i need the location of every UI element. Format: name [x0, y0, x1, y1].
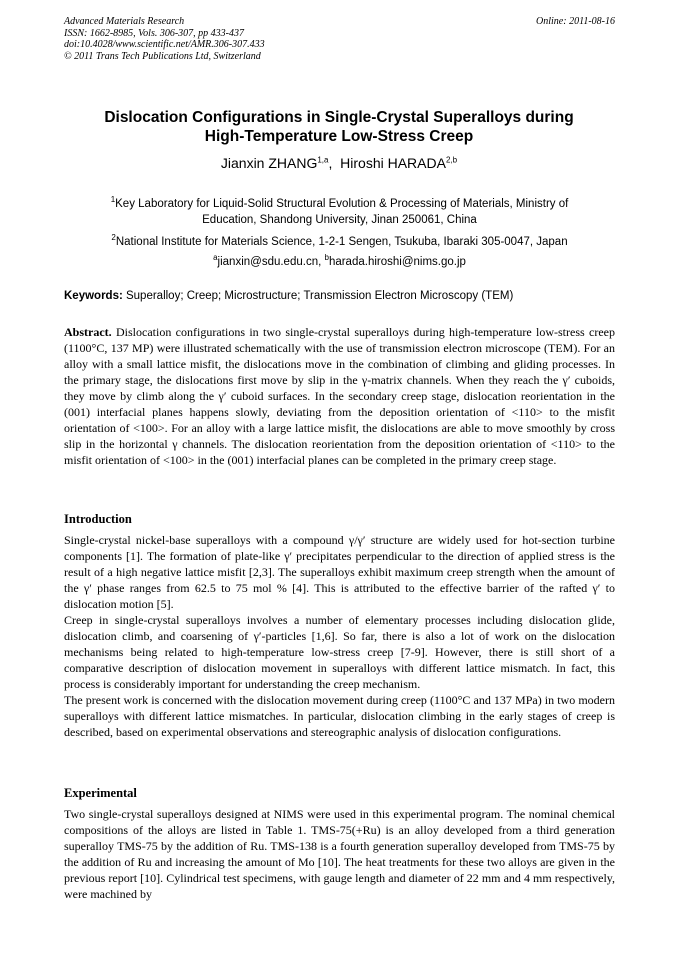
running-header — [64, 16, 615, 62]
experimental-paragraph-1: Two single-crystal superalloys designed at NIMS were used in this experimental program. The nominal chemical compositions of the alloys are listed in Table 1. TMS-75(+Ru) is an alloy developed from a third generation superalloy TMS-75 by the addition of Ru. TMS-138 is a fourth generation superalloy developed from TMS-75 by the addition of Ru and increasing the amount of Mo [10]. The heat treatments for these two alloys are given in the previous report [10]. Cylindrical test specimens, with gauge length and diameter of 22 mm and 4 mm respectively, were machined by — [64, 807, 615, 901]
introduction-heading: Introduction — [64, 512, 132, 526]
keywords-text: Superalloy; Creep; Microstructure; Transmission Electron Microscopy (TEM) — [122, 290, 514, 302]
abstract-label: Abstract. — [64, 325, 112, 339]
introduction-paragraph-1: Single-crystal nickel-base superalloys with a compound γ/γ′ structure are widely used for hot-section turbine components [1]. The formation of plate-like γ′ precipitates perpendicular to the direction of applied stress is the result of a high negative lattice misfit [2,3]. The superalloys exhibit maximum creep strength when the amount of the γ′ phase ranges from 62.5 to 75 mol % [4]. This is attributed to the effective barrier of the rafted γ′ to dislocation motion [5]. — [64, 533, 615, 611]
author-1-sup: 1,a — [317, 155, 329, 165]
affiliation-1 — [64, 196, 615, 228]
journal-name: Advanced Materials Research — [64, 16, 185, 27]
affiliation-1-number: 1 — [110, 195, 116, 205]
email-a: jianxin@sdu.edu.cn, — [217, 256, 325, 268]
affiliation-1-line-1: Key Laboratory for Liquid-Solid Structural Evolution & Processing of Materials, Ministry of — [115, 198, 569, 210]
abstract-text: Dislocation configurations in two single-crystal superalloys during high-temperature low-stress creep (1100°C, 137 MP) were illustrated schematically with the use of transmission electron microscope (TEM). For an alloy with a small lattice misfit, the dislocations move in the combination of climbing and gliding processes. In the primary stage, the dislocations first move by slip in the γ-matrix channels. When they reach the γ′ cuboids, they move by climb along the γ′ cuboid surfaces. In the secondary creep stage, dislocation reorientation in the (001) interfacial planes happens slowly, deviating from the deposition orientation of <110> to the misfit orientation of <100>. For an alloy with a large lattice misfit, the dislocations are able to move smoothly by cross slip in the horizontal γ channels. The dislocation reorientation from the deposition orientation of <110> to the misfit orientation of <100> in the (001) interfacial planes can be completed in the primary creep stage. — [64, 325, 615, 467]
copyright: © 2011 Trans Tech Publications Ltd, Switzerland — [64, 50, 261, 62]
paper-title — [40, 108, 638, 146]
affiliation-2-text: National Institute for Materials Science, 1-2-1 Sengen, Tsukuba, Ibaraki 305-0047, Japan — [115, 236, 568, 248]
online-date: Online: 2011-08-16 — [536, 16, 615, 27]
title-line-1: Dislocation Configurations in Single-Crystal Superalloys during — [104, 109, 574, 126]
introduction-paragraph-2: Creep in single-crystal superalloys involves a number of elementary processes including dislocation glide, dislocation climb, and coarsening of γ′-particles [1,6]. So far, there is also a lot of work on the dislocation mechanisms being related to high-temperature low-stress creep [7-9]. However, there is still short of a comparative description of dislocation movement in superalloys with different lattice mismatch. In fact, this process is considerably important for understanding the creep mechanism. — [64, 613, 615, 691]
author-2-sup: 2,b — [445, 155, 458, 165]
doi: doi:10.4028/www.scientific.net/AMR.306-307.433 — [64, 39, 265, 50]
introduction-body — [64, 532, 615, 740]
keywords — [64, 290, 615, 302]
experimental-heading: Experimental — [64, 786, 137, 800]
issn: ISSN: 1662-8985, Vols. 306-307, pp 433-437 — [64, 27, 244, 39]
affiliation-2 — [64, 234, 615, 250]
experimental-body — [64, 806, 615, 902]
author-1: Jianxin ZHANG — [220, 155, 318, 171]
author-separator: , — [328, 155, 341, 171]
abstract — [64, 324, 615, 468]
author-2: Hiroshi HARADA — [340, 155, 446, 171]
email-line — [64, 254, 615, 270]
affiliation-2-number: 2 — [111, 233, 116, 243]
email-a-sup: a — [213, 253, 218, 263]
email-b: harada.hiroshi@nims.go.jp — [328, 256, 466, 268]
title-line-2: High-Temperature Low-Stress Creep — [204, 128, 474, 145]
keywords-label: Keywords: — [64, 290, 123, 302]
introduction-paragraph-3: The present work is concerned with the dislocation movement during creep (1100°C and 137 MPa) in two modern superalloys with different lattice mismatches. In particular, dislocation climbing in the early stages of creep is described, based on experimental observations and stereographic analysis of dislocation configurations. — [64, 693, 615, 739]
email-b-sup: b — [324, 253, 329, 263]
author-list — [0, 155, 678, 171]
affiliation-1-line-2: Education, Shandong University, Jinan 250061, China — [202, 214, 477, 226]
